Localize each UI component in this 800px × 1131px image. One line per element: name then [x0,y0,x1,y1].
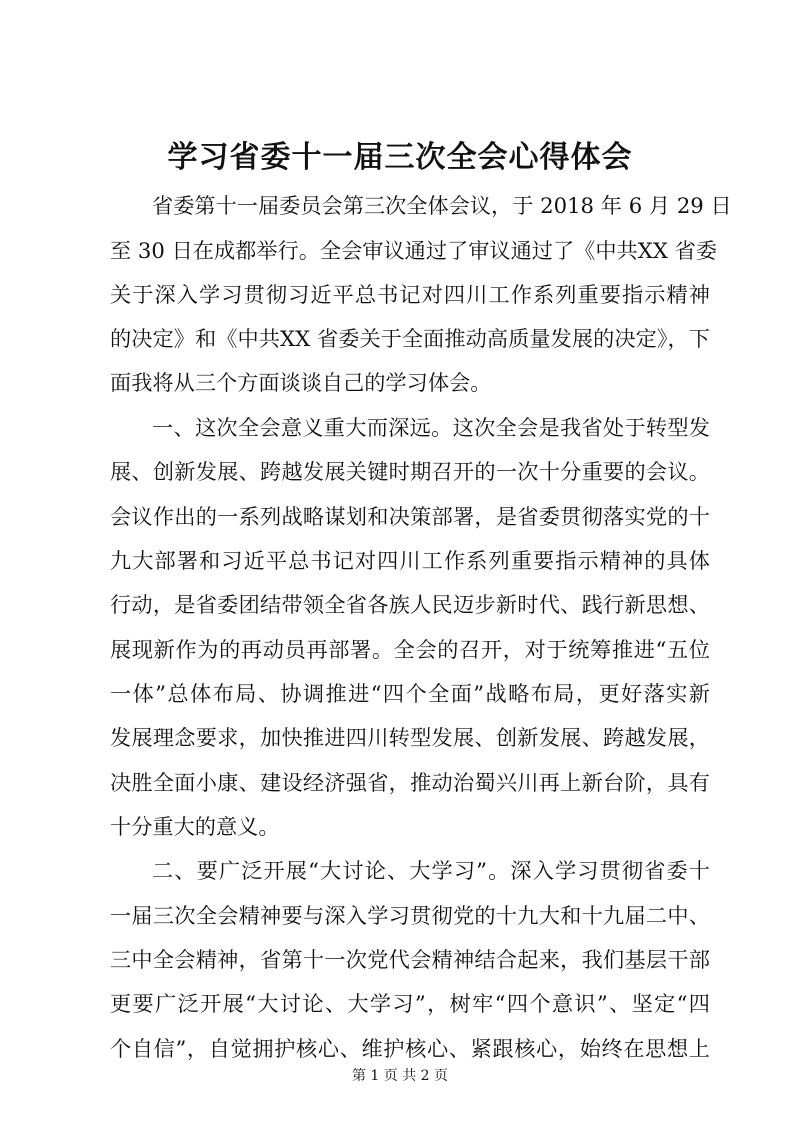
paragraph-line: 决胜全面小康、建设经济强省，推动治蜀兴川再上新台阶，具有 [110,770,710,795]
paragraph-line: 一、这次全会意义重大而深远。这次全会是我省处于转型发 [152,415,710,440]
paragraph-line: 十分重大的意义。 [110,814,280,839]
paragraph-line: 面我将从三个方面谈谈自己的学习体会。 [110,370,492,395]
paragraph-line: 发展理念要求，加快推进四川转型发展、创新发展、跨越发展， [110,725,710,750]
paragraph-line: 一体”总体布局、协调推进“四个全面”战略布局，更好落实新 [110,681,710,706]
paragraph-line: 个自信”，自觉拥护核心、维护核心、紧跟核心，始终在思想上 [110,1036,710,1061]
paragraph-line: 九大部署和习近平总书记对四川工作系列重要指示精神的具体 [110,548,710,573]
paragraph-line: 省委第十一届委员会第三次全体会议，于 2018 年 6 月 29 日 [152,193,732,218]
paragraph-line: 更要广泛开展“大讨论、大学习”，树牢“四个意识”、坚定“四 [110,991,710,1016]
paragraph-line: 行动，是省委团结带领全省各族人民迈步新时代、践行新思想、 [110,592,710,617]
paragraph-line: 会议作出的一系列战略谋划和决策部署，是省委贯彻落实党的十 [110,504,710,529]
paragraph-line: 的决定》和《中共XX 省委关于全面推动高质量发展的决定》，下 [110,326,710,351]
paragraph-line: 三中全会精神，省第十一次党代会精神结合起来，我们基层干部 [110,947,710,972]
paragraph-line: 展现新作为的再动员再部署。全会的召开，对于统筹推进“五位 [110,637,710,662]
paragraph-line: 一届三次全会精神要与深入学习贯彻党的十九大和十九届二中、 [110,903,710,928]
paragraph-line: 展、创新发展、跨越发展关键时期召开的一次十分重要的会议。 [110,459,710,484]
paragraph-line: 至 30 日在成都举行。全会审议通过了审议通过了《中共XX 省委 [110,238,718,263]
document-title: 学习省委十一届三次全会心得体会 [167,140,633,175]
page-number-footer: 第 1 页 共 2 页 [351,1068,449,1084]
paragraph-line: 二、要广泛开展“大讨论、大学习”。深入学习贯彻省委十 [152,858,710,883]
paragraph-line: 关于深入学习贯彻习近平总书记对四川工作系列重要指示精神 [110,282,710,307]
